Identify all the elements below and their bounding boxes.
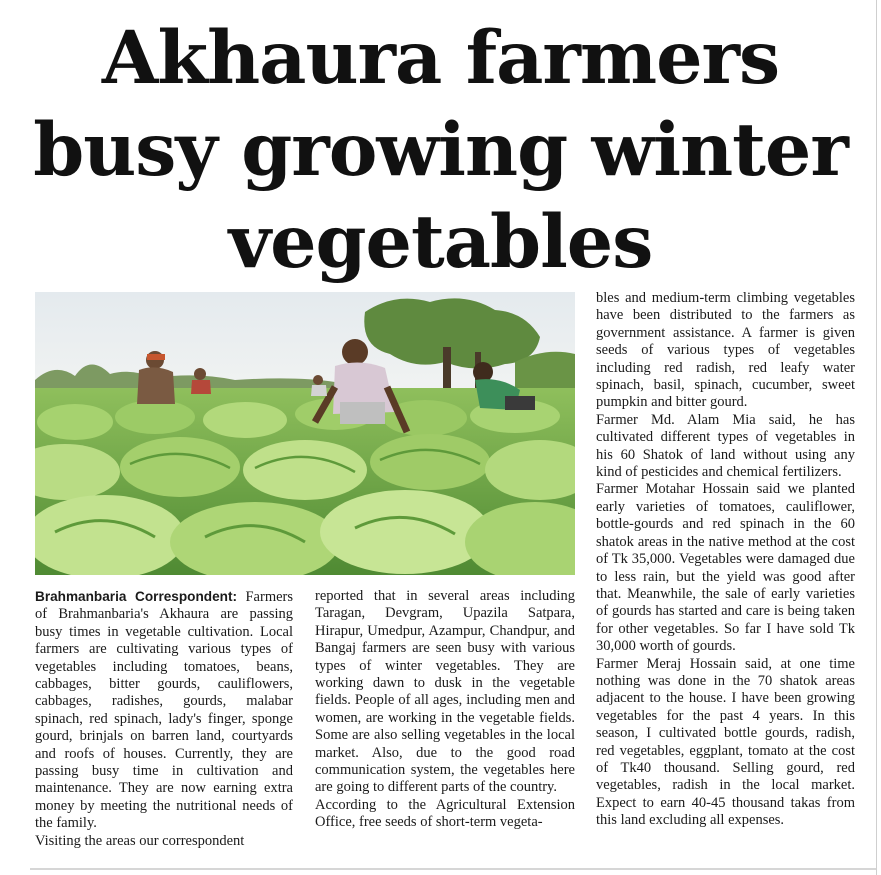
- article-paragraph: Farmer Motahar Hossain said we planted early varieties of tomatoes, cauliflower, bottle-gourds and red spinach in the 60 shatok areas in the native method at the cost of Tk 35,000. Vegetables were damaged due to less rain, but the yield was good after that. Meanwhile, the sale of early varieties of gourds has started and care is being taken for other vegetables. So far I have sold Tk 30,000 worth of gourds.: [596, 481, 855, 655]
- headline: Akhaura farmers busy growing winter vegetables: [33, 15, 848, 285]
- article-column-1: [35, 588, 293, 850]
- article-paragraph: Farmer Md. Alam Mia said, he has cultivated different types of vegetables in his 60 Shatok of land without using any kind of pesticides and chemical fertilizers.: [596, 411, 855, 481]
- article-paragraph: [35, 588, 293, 833]
- article-column-2: [315, 588, 575, 832]
- column-rule-right: [876, 0, 877, 875]
- article-paragraph: bles and medium-term climbing vegetables have been distributed to the farmers as government assistance. A farmer is given seeds of various types of vegetables including red radish, red leafy water spinach, basil, spinach, cucumber, sweet pumpkin and bitter gourd.: [596, 290, 855, 411]
- article-paragraph: According to the Agricultural Extension Office, free seeds of short-term vegeta-: [315, 796, 575, 831]
- article-paragraph: reported that in several areas including Taragan, Devgram, Upazila Satpara, Hirapur, Umedpur, Azampur, Chandpur, and Bangaj farmers are seen busy with various types of winter vegetables. They are working dawn to dusk in the vegetable fields. People of all ages, including men and women, are working in the vegetable fields. Some are also selling vegetables in the local market. Also, due to the good road communication system, the vegetables here are going to different parts of the country.: [315, 588, 575, 796]
- cabbage-field-photo: [35, 292, 575, 575]
- page-rule-bottom: [30, 868, 876, 870]
- article-column-3: [596, 290, 855, 830]
- article-paragraph: Farmer Meraj Hossain said, at one time nothing was done in the 70 shatok areas adjacent to the house. I have been growing vegetables for the past 4 years. In this season, I cultivated bottle gourds, radish, red vegetables, eggplant, tomato at the cost of Tk40 thousand. Selling gourd, red vegetables, radish in the local market. Expect to earn 40-45 thousand takas from this land excluding all expenses.: [596, 655, 855, 829]
- byline: Brahmanbaria Correspondent:: [35, 589, 237, 604]
- article-paragraph: Visiting the areas our correspondent: [35, 832, 245, 849]
- paragraph-text: Farmers of Brahmanbaria's Akhaura are passing busy times in vegetable cultivation. Local farmers are cultivating various types of vegetables including tomatoes, beans, cabbages, bitter gourds, cauliflowers, cabbages, radishes, gourds, malabar spinach, red spinach, lady's finger, sponge gourd, brinjals on barren land, courtyards and roofs of houses. Currently, they are passing busy time in cultivation and maintenance. They are now earning extra money by meeting the nutritional needs of the family.: [35, 589, 293, 832]
